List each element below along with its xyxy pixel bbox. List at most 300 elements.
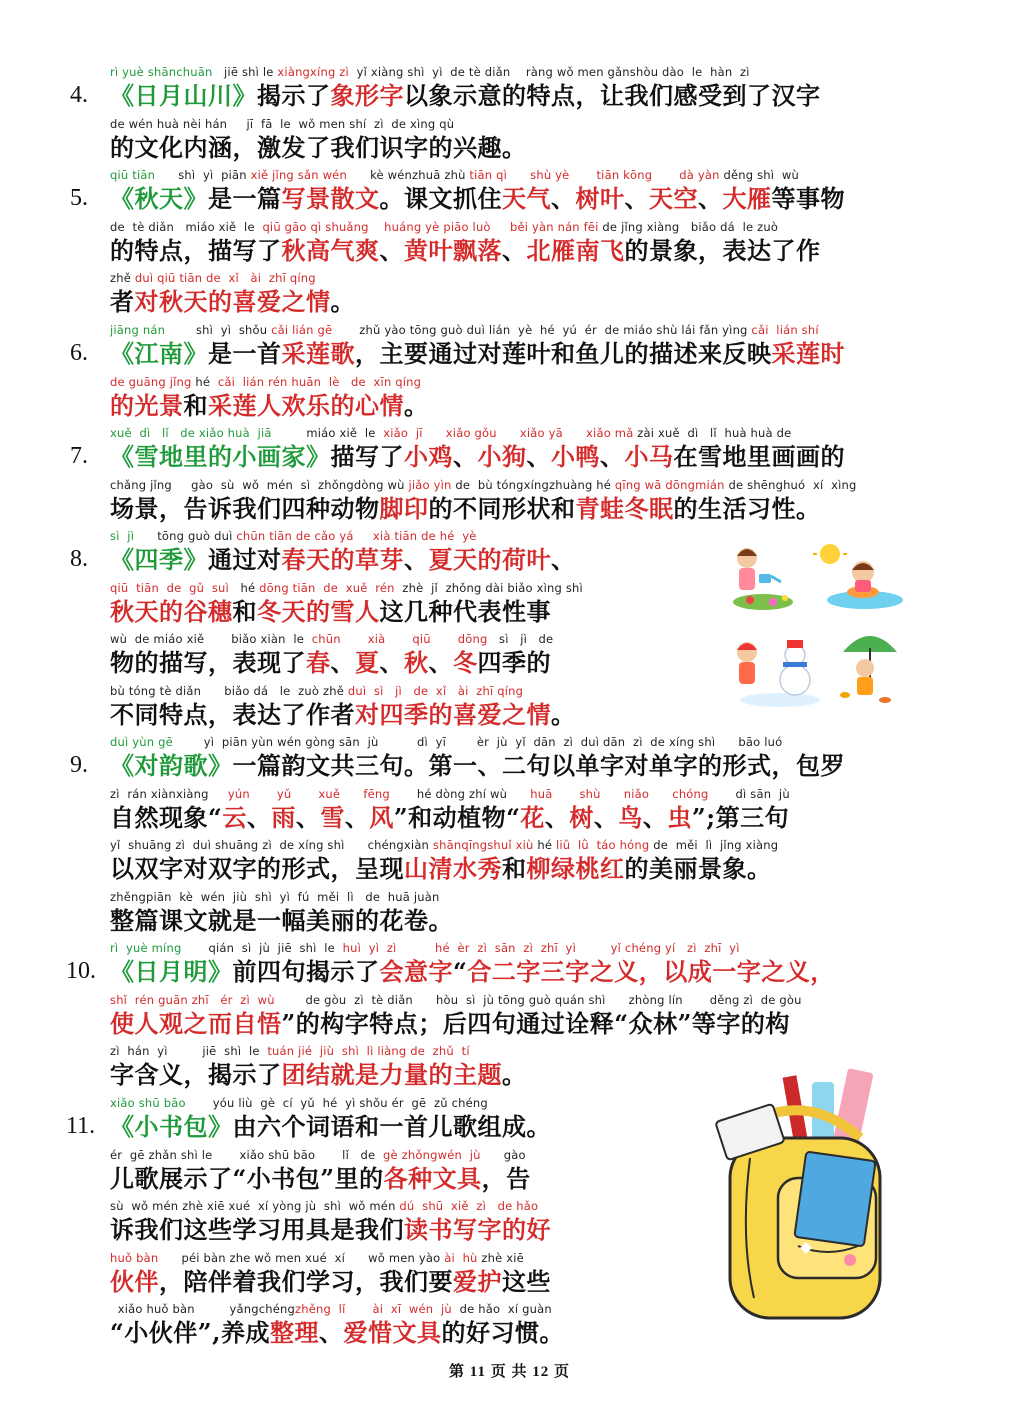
pinyin-line [110,116,527,132]
hanzi-segment: 《日月明》 [110,957,233,986]
pinyin-segment: gè zhǒngwén jù [383,1147,481,1162]
pinyin-line [110,322,845,338]
hanzi-segment: 、 [698,184,723,213]
hanzi-segment: ”;第三句 [691,802,790,832]
pinyin-segment: chóng [672,786,709,801]
hanzi-line [110,1059,527,1091]
text-line [110,1198,551,1246]
text-line [110,528,576,576]
hanzi-segment: 四季的 [477,648,551,677]
text-line [110,889,453,937]
pinyin-segment: qiū tiān [110,168,156,182]
text-line [110,992,802,1040]
hanzi-segment: 揭示了 [257,81,331,110]
pinyin-segment: dōng tiān de xuě rén [259,580,395,595]
pinyin-segment: shǐ rén guān zhī ér zì wù [110,992,275,1007]
pinyin-segment [601,787,624,801]
hanzi-segment: 整篇课文就是一幅美丽的花卷。 [110,905,453,935]
hanzi-segment: 冬天的雪人 [257,596,380,626]
pinyin-line [110,889,453,905]
hanzi-segment: 物的描写，表现了 [110,648,306,677]
hanzi-segment: 《雪地里的小画家》 [110,442,331,471]
hanzi-segment: 团结就是力量的主题 [281,1060,502,1089]
entry-number: 10. [66,958,96,984]
hanzi-segment: 合二字三字之义，以成一字之义， [467,957,835,986]
entry-number: 5. [70,185,88,211]
pinyin-segment [385,632,412,646]
hanzi-line [110,699,576,731]
text-line [110,64,821,112]
text-line [110,1043,527,1091]
hanzi-segment: 夏 [355,648,380,677]
hanzi-line [110,1008,802,1040]
pinyin-segment: sì jì de [487,632,554,646]
pinyin-segment: shì yì piān [155,168,251,182]
text-line [110,1095,551,1143]
hanzi-segment: 由六个词语和一首儿歌组成。 [232,1112,551,1141]
hanzi-segment: 字含义，揭示了 [110,1060,282,1089]
pinyin-line [110,1147,531,1163]
pinyin-segment: xià [367,632,386,646]
hanzi-segment: 爱惜文具 [343,1318,442,1347]
pinyin-line [110,270,355,286]
pinyin-segment: chǎng jǐng gào sù wǒ mén sì zhǒngdòng wù [110,477,409,492]
pinyin-segment: hé èr zì sān zì zhī yì yǐ chéng yí zì zhī yì [435,941,740,955]
four-seasons-illustration [725,540,915,715]
pinyin-segment: zì rán xiànxiàng [110,786,228,801]
text-line [110,477,857,525]
hanzi-line [110,1266,551,1298]
hanzi-segment: 树 [569,802,594,832]
pinyin-segment: yǐ shuāng zì duì shuāng zì de xíng shì chéngxiàn [110,838,433,852]
hanzi-segment: 、 [551,545,576,574]
pinyin-segment: de tè diǎn miáo xiě le [110,219,263,234]
pinyin-segment: zhǔ yào tōng guò duì lián yè hé yú ér de miáo shù lái fǎn yìng [332,323,752,337]
entry-number: 8. [70,546,88,572]
hanzi-line [110,802,790,834]
pinyin-segment [340,787,363,801]
pinyin-segment: shānqīngshuǐ xiù [432,838,534,852]
hanzi-segment: 《日月山川》 [110,81,257,110]
hanzi-segment: 的不同形状和 [428,493,576,523]
text-line [110,219,821,267]
pinyin-segment: cǎi lián rén huān lè de xīn qíng [217,374,422,389]
spring-girl-image [733,548,793,610]
hanzi-segment: 。 [404,390,429,420]
text-line [110,683,576,731]
pinyin-segment: tiān kōng [596,168,653,182]
pinyin-segment: huáng yè piāo luò [384,219,491,234]
hanzi-segment: 写景散文 [281,184,380,213]
pinyin-segment [507,168,530,182]
pinyin-segment: qiū gāo qì shuǎng [262,219,369,234]
hanzi-segment: 风 [369,802,394,832]
pinyin-segment: tuán jié jiù shì lì liàng de zhǔ tí [267,1044,470,1058]
entry-number: 11. [66,1113,96,1139]
text-line [110,940,835,988]
pinyin-line [110,1043,527,1059]
hanzi-segment: 是一篇 [208,184,282,213]
pinyin-line [110,992,802,1008]
pinyin-segment: xiǎo shū bāo [110,1096,186,1110]
hanzi-line [110,544,576,576]
pinyin-line [110,734,845,750]
pinyin-segment [652,168,679,182]
pinyin-line [110,837,778,853]
hanzi-segment: ，告 [481,1163,531,1193]
hanzi-segment: 以双字对双字的形式，呈现 [110,854,404,883]
hanzi-segment: 。课文抓住 [379,184,502,213]
pinyin-segment [491,220,510,234]
hanzi-segment: 小鸭 [551,442,600,471]
pinyin-segment: de guāng jǐng [110,374,192,389]
pinyin-segment: de wén huà nèi hán jī fā le wǒ men shí zì de xìng qù [110,116,455,131]
hanzi-segment: 场景，告诉我们四种动物 [110,493,380,523]
hanzi-segment: 通过对 [208,545,282,574]
pinyin-segment: zì hán yì jiē shì le [110,1044,268,1058]
hanzi-segment: 的景象，表达了作 [624,235,821,265]
hanzi-segment: 和 [232,596,257,626]
pinyin-segment: de měi lì jǐng xiàng [649,838,779,852]
pinyin-line [110,786,790,802]
pinyin-segment [341,632,368,646]
hanzi-segment: 这几种代表性事 [379,596,551,626]
entry-number: 6. [70,340,88,366]
pinyin-segment: jiāng nán [110,323,166,337]
pinyin-segment: ài hù [444,1250,478,1265]
hanzi-segment: 采莲时 [771,339,845,368]
pinyin-segment: hé dòng zhí wù [389,786,531,801]
pinyin-line [110,940,835,956]
hanzi-segment: 的生活习性。 [673,493,821,523]
pinyin-segment: huā [530,786,553,801]
pinyin-segment: xiǎo yā [519,426,563,440]
hanzi-line [110,390,429,422]
text-line [110,374,429,422]
pinyin-segment: chūn [311,632,341,646]
hanzi-segment: 小鸡 [404,442,453,471]
hanzi-segment: 。 [502,1060,527,1089]
pinyin-segment: yún [227,786,250,801]
pinyin-segment: duì yùn gē [110,735,173,749]
hanzi-line [110,647,553,679]
hanzi-segment: 、 [526,442,551,471]
pinyin-segment: hé [228,580,260,595]
pinyin-segment: miáo xiě le [271,426,384,440]
hanzi-segment: 、 [344,802,370,832]
hanzi-segment: ，陪伴着我们学习，我们要 [159,1266,453,1296]
text-line [110,580,583,628]
hanzi-segment: 春天的草芽 [281,545,404,574]
text-line [110,631,553,679]
pinyin-segment: huì yì zì [342,941,397,955]
hanzi-segment: 一篇韵文共三句。第一、二句以单字对单字的形式，包罗 [232,751,845,780]
pinyin-line [110,425,845,441]
hanzi-line [110,132,527,164]
hanzi-line [110,1111,551,1143]
pinyin-segment: xuě [318,786,341,801]
pinyin-segment: yóu liù gè cí yǔ hé yì shǒu ér gē zǔ chéng [185,1096,488,1110]
hanzi-segment: 读书写字的好 [404,1215,551,1244]
pinyin-segment: duì sì jì de xǐ ài zhī qíng [347,683,524,698]
pinyin-segment [552,787,579,801]
hanzi-segment: 、 [318,1318,344,1347]
hanzi-segment: 诉我们这些学习用具是我们 [110,1215,404,1244]
hanzi-line [110,1214,551,1246]
pinyin-segment: xiě jǐng sǎn wén [250,168,347,182]
hanzi-segment: 采莲歌 [281,339,355,368]
pinyin-segment: xiǎo huǒ bàn yǎngchéng [110,1302,295,1316]
hanzi-segment: 和 [502,854,527,883]
pinyin-segment [354,529,373,543]
pinyin-segment [396,941,435,955]
hanzi-segment: ”和动植物“ [393,802,521,832]
pinyin-line [110,1301,564,1317]
pinyin-segment: xiǎo jī [383,426,423,440]
pinyin-segment: zài xuě dì lǐ huà huà de [633,426,792,440]
hanzi-line [110,441,845,473]
hanzi-segment: 《四季》 [110,545,208,574]
hanzi-segment: 是一首 [208,339,282,368]
hanzi-segment: 对四季的喜爱之情 [355,699,551,729]
pinyin-segment: wù de miáo xiě biǎo xiàn le [110,632,312,646]
text-line [110,1147,531,1195]
pinyin-segment: zhè xiē [477,1250,524,1265]
hanzi-line [110,596,583,628]
pinyin-segment [497,426,520,440]
pinyin-segment: de shēnghuó xí xìng [724,477,857,492]
hanzi-segment: 这些 [502,1266,551,1296]
pinyin-segment: chūn tiān de cǎo yá [236,529,354,543]
hanzi-segment: 爱护 [453,1266,502,1296]
text-line [110,116,527,164]
hanzi-segment: 的好习惯。 [441,1318,564,1347]
hanzi-line [110,750,845,782]
hanzi-segment: 花 [520,802,545,832]
pinyin-segment: shì yì shǒu [165,323,272,337]
hanzi-segment: 。 [551,699,576,729]
hanzi-segment: 《秋天》 [110,184,208,213]
hanzi-segment: 、 [379,648,404,677]
hanzi-segment: 、 [295,802,321,832]
pinyin-segment: xiǎo mǎ [586,426,634,440]
hanzi-segment: 秋 [404,648,429,677]
pinyin-segment: hé [533,838,556,852]
pinyin-segment: qīng wā dōngmián [614,477,725,492]
pinyin-line [110,1198,551,1214]
pinyin-segment: sì jì [110,529,135,543]
text-line [110,786,790,834]
pinyin-segment: ér gē zhǎn shì le xiǎo shū bāo lǐ de [110,1147,384,1162]
pinyin-segment: yǔ [276,786,292,801]
pinyin-segment [569,168,596,182]
hanzi-segment: 青蛙冬眠 [575,493,674,523]
pinyin-segment: qiū tiān de gǔ suì [110,580,229,595]
pinyin-segment [423,426,446,440]
pinyin-segment: cǎi lián gē [271,323,333,337]
pinyin-segment: liǔ lǜ táo hóng [556,838,650,852]
text-line [110,1250,551,1298]
pinyin-line [110,631,553,647]
hanzi-segment: 云 [222,802,247,832]
hanzi-segment: 、 [551,184,576,213]
hanzi-segment: 、 [624,184,649,213]
pinyin-segment: zhěng lǐ ài xī wén jù [294,1302,452,1316]
text-line [110,837,778,885]
hanzi-segment: 春 [306,648,331,677]
pinyin-segment: duì qiū tiān de xǐ ài zhī qíng [134,271,316,285]
hanzi-segment: 的光景 [110,390,184,420]
pinyin-segment: xiàngxíng zì [277,65,349,79]
hanzi-segment: 伙伴 [110,1266,159,1296]
entry-number: 9. [70,752,88,778]
hanzi-segment: 者 [110,287,135,316]
hanzi-segment: “ [453,957,468,986]
winter-snowman-image [737,640,820,707]
pinyin-segment: qiū [412,632,431,646]
pinyin-segment: rì yuè míng [110,941,182,955]
pinyin-segment: běi yàn nán fēi [509,219,599,234]
autumn-umbrella-image [840,636,897,703]
pinyin-line [110,683,576,699]
pinyin-line [110,580,583,596]
hanzi-line [110,80,821,112]
hanzi-line [110,853,778,885]
pinyin-segment: zhè jǐ zhǒng dài biǎo xìng shì [394,580,583,595]
hanzi-segment: 小狗 [477,442,527,471]
pinyin-line [110,64,821,80]
pinyin-segment: bù tóng tè diǎn biǎo dá le zuò zhě [110,683,348,698]
pinyin-segment: zhěngpiān kè wén jiù shì yì fú měi lì de huā juàn [110,889,440,904]
pinyin-segment [431,632,458,646]
pinyin-segment: yǐ xiàng shì yì de tè diǎn ràng wǒ men gǎnshòu dào le hàn zì [348,65,750,79]
hanzi-segment: 儿歌展示了“小书包”里的 [110,1163,384,1193]
pinyin-line [110,219,821,235]
hanzi-segment: 、 [593,802,619,832]
hanzi-segment: “小伙伴”,养成 [110,1318,270,1347]
hanzi-segment: 天空 [649,184,698,213]
text-line [110,322,845,370]
hanzi-segment: 的美丽景象。 [624,854,772,883]
hanzi-segment: 等事物 [771,184,845,213]
hanzi-segment: 整理 [269,1318,319,1347]
hanzi-segment: 天气 [502,184,551,213]
hanzi-segment: 以象示意的特点，让我们感受到了汉字 [404,81,821,110]
hanzi-segment: 虫 [667,802,692,832]
pinyin-segment: tōng guò duì [134,529,237,543]
pinyin-segment: de hǎo xí guàn [451,1302,552,1316]
pinyin-segment [250,787,277,801]
hanzi-line [110,1317,564,1349]
hanzi-line [110,286,355,318]
pinyin-segment: huǒ bàn [110,1250,159,1265]
pinyin-line [110,1095,551,1111]
hanzi-segment: 的特点，描写了 [110,235,282,265]
hanzi-segment: 鸟 [618,802,643,832]
pinyin-line [110,1250,551,1266]
hanzi-segment: 冬 [453,648,478,677]
text-line [110,1301,564,1349]
hanzi-segment: 、 [453,442,478,471]
pinyin-line [110,528,576,544]
pinyin-segment: dú shū xiě zì de hǎo [399,1199,539,1213]
hanzi-segment: 、 [600,442,625,471]
hanzi-segment: 在雪地里画画的 [673,442,845,471]
pinyin-segment: zhě [110,271,135,285]
hanzi-segment: 柳绿桃红 [526,854,625,883]
hanzi-segment: 对秋天的喜爱之情 [134,287,331,316]
hanzi-segment: 描写了 [330,442,404,471]
hanzi-segment: 、 [246,802,272,832]
hanzi-line [110,493,857,525]
hanzi-line [110,235,821,267]
pinyin-segment: dōng [457,632,488,646]
hanzi-segment: 的文化内涵，激发了我们识字的兴趣。 [110,132,527,162]
pinyin-segment: de gòu zì tè diǎn hòu sì jù tōng guò quán shì zhòng lín děng zì de gòu [274,992,802,1007]
pinyin-segment: jiǎo yìn [408,477,452,492]
pinyin-segment: shù [579,786,601,801]
pinyin-segment: xià tiān de hé yè [372,529,477,543]
hanzi-segment: 、 [330,648,355,677]
pinyin-segment: shù yè [530,168,570,182]
pinyin-segment: děng shì wù [719,168,799,182]
hanzi-segment: 夏天的荷叶 [428,545,551,574]
pinyin-segment: niǎo [623,786,650,801]
hanzi-segment: 大雁 [722,184,772,213]
hanzi-segment: 、 [404,545,429,574]
summer-swimming-image [813,540,903,609]
hanzi-segment: 、 [544,802,570,832]
hanzi-segment: 《对韵歌》 [110,751,233,780]
hanzi-segment: 山清水秀 [404,854,502,883]
hanzi-segment: 各种文具 [383,1163,482,1193]
pinyin-segment: rì yuè shānchuān [110,65,213,79]
pinyin-segment [369,220,384,234]
hanzi-segment: 雪 [320,802,345,832]
pinyin-segment: jiē shì le [212,65,278,79]
hanzi-segment: 小马 [624,442,674,471]
pinyin-segment: de jǐng xiàng biǎo dá le zuò [598,219,779,234]
hanzi-segment: 、 [642,802,668,832]
hanzi-line [110,338,845,370]
pinyin-segment: hé [191,374,218,389]
pinyin-segment: kè wénzhuā zhù [346,168,470,182]
hanzi-segment: 树叶 [575,184,625,213]
pinyin-segment: péi bàn zhe wǒ men xué xí wǒ men yào [158,1250,445,1265]
pinyin-segment: de bù tóngxíngzhuàng hé [451,477,615,492]
pinyin-segment [563,426,586,440]
pinyin-segment [649,787,672,801]
text-line [110,270,355,318]
hanzi-segment: 使人观之而自悟 [110,1008,282,1038]
pinyin-line [110,167,845,183]
pinyin-segment: cǎi lián shí [751,323,819,337]
page-footer: 第 11 页 共 12 页 [449,1364,570,1380]
hanzi-line [110,1163,531,1195]
hanzi-segment: 北雁南飞 [526,235,625,265]
pinyin-line [110,374,429,390]
hanzi-segment: 和 [183,390,208,420]
hanzi-segment: 、 [379,235,404,265]
pinyin-line [110,477,857,493]
hanzi-segment: 象形字 [330,81,404,110]
hanzi-segment: 会意字 [379,957,453,986]
hanzi-segment: 、 [502,235,527,265]
hanzi-segment: ，主要通过对莲叶和鱼儿的描述来反映 [355,339,772,368]
pinyin-segment: xiǎo gǒu [445,426,497,440]
pinyin-segment [291,787,318,801]
hanzi-segment: 秋天的谷穗 [110,596,233,626]
